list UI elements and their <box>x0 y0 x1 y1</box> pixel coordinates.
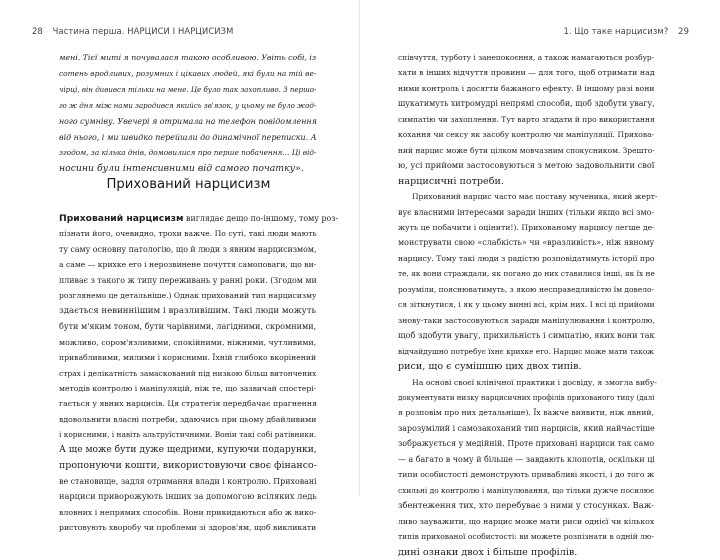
body-line: вує власними інтересами заради інших (тільки якщо всі змо- <box>398 207 655 217</box>
body-line: збентеження тих, хто перебуває з ними у стосунках. Важ- <box>398 500 655 511</box>
left-body-text <box>59 211 339 536</box>
body-line: — а багато в чому й більше — завдають клопотів, оскільки ці <box>398 454 655 464</box>
body-line: знову-таки застосовуються заради маніпулювання і контролю, <box>398 315 655 325</box>
body-line: документувати низку нарцисичних профілів прихованого типу (далі <box>398 392 655 402</box>
body-line: ве становище, задля отримання влади і контролю. Приховані <box>59 476 317 486</box>
body-line: розглянемо це детальніше.) Однак прихований тип нарцисизму <box>59 291 317 301</box>
body-line: нарцисичні потреби. <box>398 175 504 187</box>
quote-line: сотень вродливих, розумних і цікавих людей, які були на тій ве- <box>59 68 317 78</box>
body-line: хати в інших відчуття провини — для того, щоб отримати над <box>398 68 655 78</box>
body-line: пливає з такого ж типу переживань у ранні роки. (Згодом ми <box>59 275 317 285</box>
body-line: ний нарцис може бути цілком мовчазним спокусником. Зрешто- <box>398 145 655 155</box>
body-line: вловних і непрямих способів. Вони прикидаються або ж вико- <box>59 507 317 517</box>
body-line: і корисними, і навіть альтруїстичними. Воніи такі собі ратівники. <box>59 430 317 440</box>
body-line: а саме — крихке его і нерозвинене почуття самоповаги, що ви- <box>59 260 317 270</box>
body-line: зарозумілий і самозакоханий тип нарцисів, який найчастіше <box>398 423 655 433</box>
body-line: типів прихованої особистості: ви можете розпізнати в одній лю- <box>398 532 654 542</box>
body-line: Прихований нарцис часто має поставу мученика, який жерт- <box>412 192 658 202</box>
body-line: схильні до контролю і маніпулювання, що тільки дужче посилює <box>398 485 655 495</box>
quote-line: мені. Тієї миті я почувалася такою особливою. Увіть собі, із <box>59 53 317 62</box>
right-page-number: 29 <box>678 26 689 36</box>
quote-line: від нього, і ми швидко перейшли до динамічної переписки. А <box>59 132 317 142</box>
body-line: пропонуючи кошти, використовуючи своє фінансо- <box>59 460 317 472</box>
body-line: розуміли, пояснюватимуть, з якою несправедливістю їм довело- <box>398 284 655 294</box>
quote-line: носини були інтенсивними від самого початку». <box>59 163 304 175</box>
body-line: ся зіткнутися, і як у цьому винні всі, крім них. І всі ці прийоми <box>398 300 655 310</box>
right-page <box>360 0 720 558</box>
body-line: те, як вони страждали, як погано до них ставилися інші, як їх не <box>398 269 655 279</box>
left-page <box>0 0 360 533</box>
body-line: нарциси приворожують інших за допомогою всіляких ледь <box>59 491 317 502</box>
body-line: страх і делікатність замаскований під низкою більш витончених <box>59 368 317 378</box>
body-line: типи особистості демонструють привабливі якості, і до того ж <box>398 470 655 480</box>
body-line: щоб здобути увагу, прихильність і симпатію, яких вони так <box>398 330 655 341</box>
body-line: дині ознаки двох і більше профілів. <box>398 546 578 558</box>
body-line: я розповім про них детальніше). Їх важче виявити, ніж явний, <box>398 408 655 418</box>
body-line <box>59 211 339 226</box>
body-line: зображується у медійній. Проте приховані нарциси так само <box>398 439 655 449</box>
body-line: методів контролю і маніпуляцій, ніж те, що зазвичай спостері- <box>59 383 317 393</box>
quote-line: згодом, за кілька днів, домовилися про перше побачення... Ці від- <box>59 148 317 158</box>
body-line: А ще може бути дуже щедрими, купуючи подарунки, <box>59 444 317 455</box>
body-line: гається у явних нарцисів. Ця стратегія передбачає прагнення <box>59 399 317 409</box>
left-header-title: Частина перша. НАРЦИСИ І НАРЦИСИЗМ <box>52 26 234 36</box>
body-line: ту саму основну патологію, що й люди з явним нарцисизмом, <box>59 244 317 254</box>
body-line: жуть це побачити і оцінити!). Прихованому нарцису легше де- <box>398 222 655 232</box>
quote-line: го ж дня між нами зародився якийсь зв'язок, у цьому не було жод- <box>59 100 317 110</box>
section-heading: Прихований нарцисизм <box>106 177 271 192</box>
body-line-rest: виглядає дещо по-іншому, тому роз- <box>183 214 339 223</box>
left-running-header <box>25 26 233 36</box>
body-line: кохання чи сексу як засобу контролю чи маніпуляції. Прихова- <box>398 130 655 140</box>
body-line: здається невинніішим і вразливішим. Такі люди можуть <box>59 305 317 316</box>
right-body-text <box>398 50 656 560</box>
body-line: нарцису. Тому такі люди з радістю розповідатимуть історії про <box>398 253 655 263</box>
body-line: шукатимуть хитромудрі непрямі способи, щоб здобути увагу, <box>398 99 655 109</box>
body-line: ристовують хворобу чи проблеми зі здоров'ям, щоб викликати <box>59 523 317 533</box>
body-line: бути м'яким тоном, бути чарівними, лагідними, скромними, <box>59 322 317 332</box>
lead-term: Прихований нарцисизм <box>59 213 184 224</box>
body-line: привабливими, милими і корисними. Їхній глибоко вкорінений <box>59 353 317 363</box>
body-line: співчуття, турботу і занепокоєння, а також намагаються розбур- <box>398 53 655 62</box>
body-line: пізнати його, очевидно, трохи важче. По суті, такі люди мають <box>59 229 317 239</box>
body-line: На основі своєї клінічної практики і досвіду, я змогла вибу- <box>412 377 657 387</box>
body-line: симпатію чи захоплення. Тут варто згадати й про використання <box>398 114 655 124</box>
body-line: можливо, сором'язливими, спокійними, ніжними, чутливими, <box>59 337 317 347</box>
quote-line: ного сумніву. Увечері я отримала на телефон повідомлення <box>59 116 317 126</box>
body-line: ними контроль і досягти бажаного ефекту. В іншому разі вони <box>398 83 655 93</box>
right-header-title: 1. Що таке нарцисизм? <box>563 26 669 36</box>
body-line: відчайдушно потребує їхнє крихке его. Нарцис може мати також <box>398 346 655 356</box>
quote-line: чірці, він дивився тільки на мене. Це було так захопливо. З першо- <box>59 84 317 94</box>
body-line: вдовольнити власні потреби, здаючись при цьому дбайливими <box>59 414 317 424</box>
left-page-number: 28 <box>32 26 43 36</box>
quote-block <box>59 50 318 177</box>
body-line: ю, усі прийоми застосовуються з метою задовольнити свої <box>398 160 655 171</box>
body-line: ливо зауважити, що нарцис може мати риси однієї чи кількох <box>398 516 655 526</box>
right-running-header <box>563 26 696 36</box>
body-line: монструвати свою «слабкість» чи «вразливість», ніж явному <box>398 238 655 248</box>
body-line: риси, що є сумішшю цих двох типів. <box>398 361 582 373</box>
